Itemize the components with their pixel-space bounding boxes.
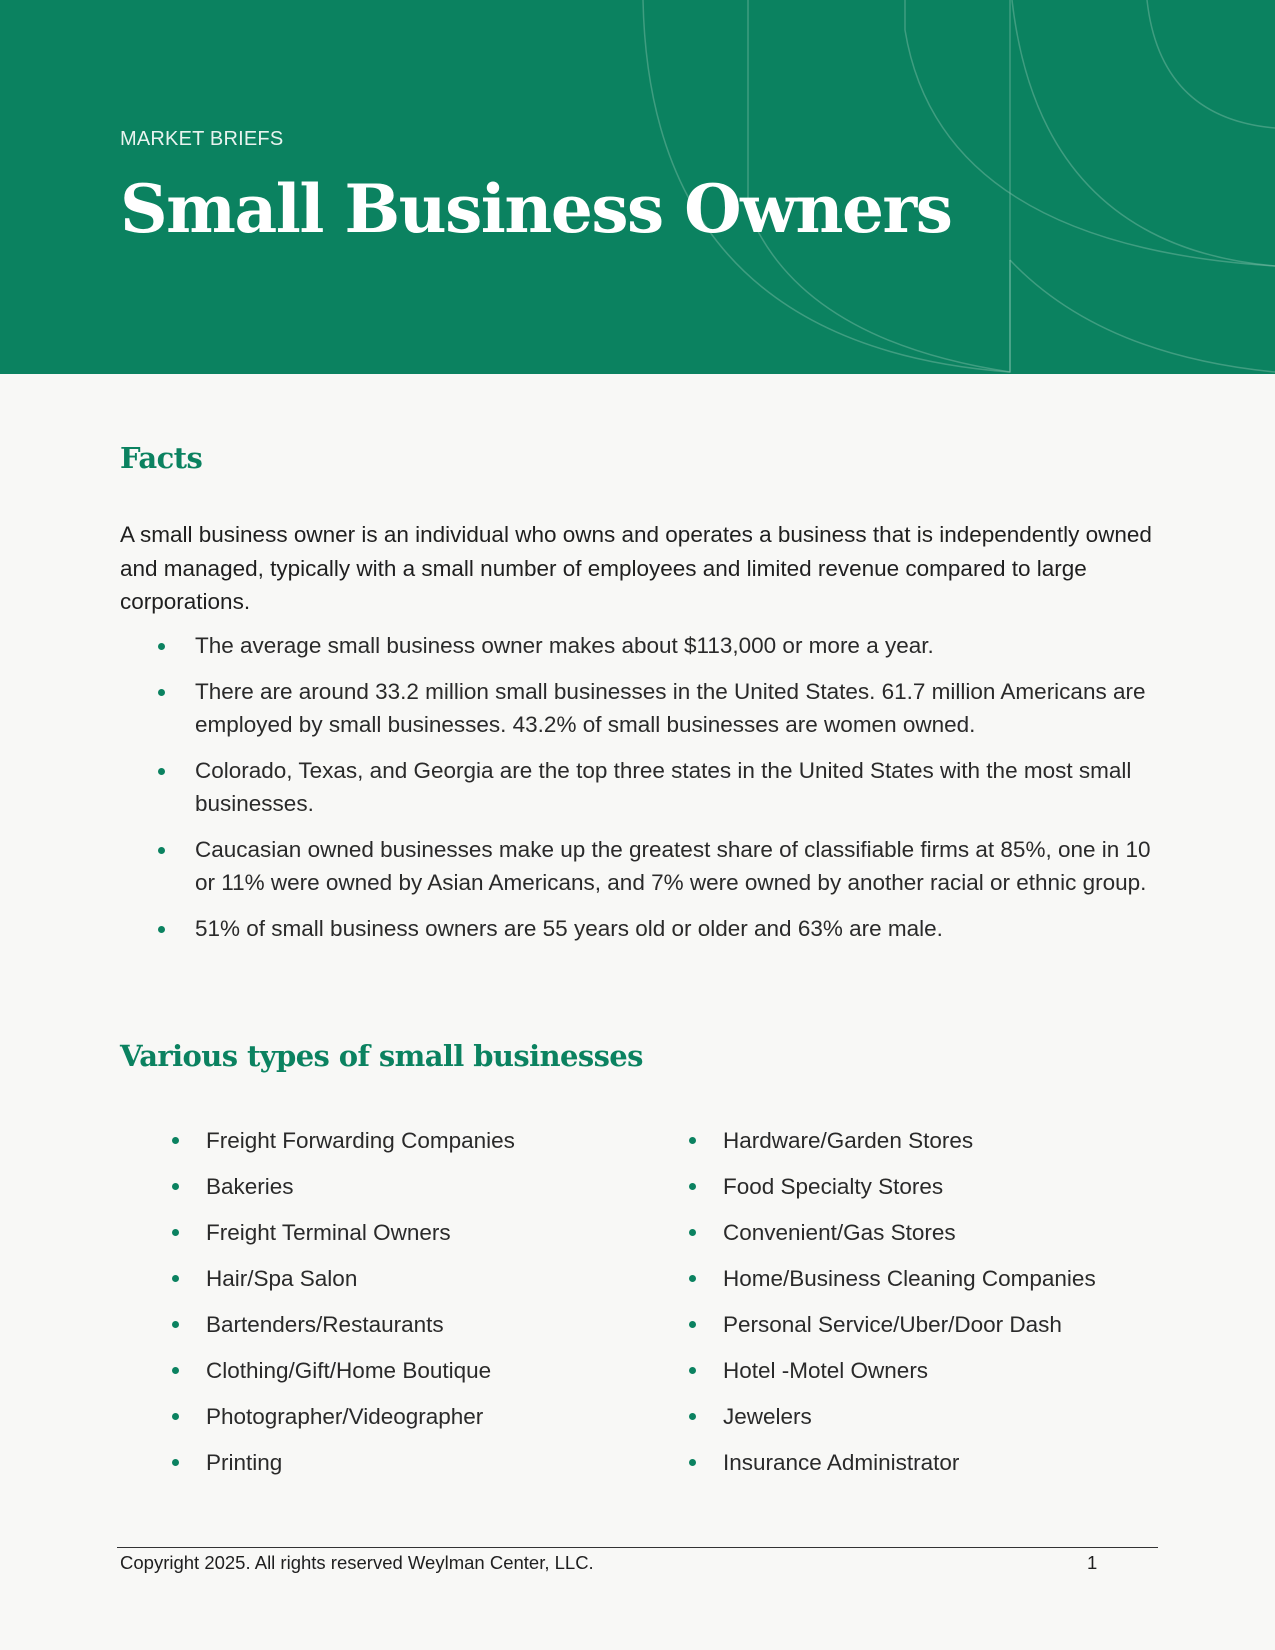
facts-intro-paragraph: A small business owner is an individual who owns and operates a business that is independently owned and managed, typically with a small number of employees and limited revenue compared to large corporations.	[120, 522, 1152, 614]
page-header	[0, 0, 1275, 374]
types-heading: Various types of small businesses	[120, 1039, 643, 1073]
types-item-text: Bakeries	[206, 1174, 294, 1199]
bullet-icon	[689, 1367, 696, 1374]
types-list-item	[687, 1352, 1096, 1398]
bullet-icon	[158, 643, 165, 650]
types-list-item	[170, 1306, 515, 1352]
types-list-left	[170, 1122, 515, 1490]
facts-item-text: There are around 33.2 million small businesses in the United States. 61.7 million Americans are employed by small businesses. 43.2% of small businesses are women owned.	[195, 678, 1146, 737]
types-list-item	[170, 1398, 515, 1444]
types-item-text: Hardware/Garden Stores	[723, 1128, 974, 1153]
types-list-item	[687, 1168, 1096, 1214]
types-item-text: Hair/Spa Salon	[206, 1266, 358, 1291]
bullet-icon	[689, 1275, 696, 1282]
facts-list-item	[150, 675, 1160, 742]
types-item-text: Personal Service/Uber/Door Dash	[723, 1312, 1062, 1337]
bullet-icon	[158, 847, 165, 854]
types-list-item	[170, 1214, 515, 1260]
facts-list-item	[150, 629, 1160, 663]
facts-list-item	[150, 833, 1160, 900]
types-item-text: Freight Forwarding Companies	[206, 1128, 515, 1153]
facts-list-item	[150, 912, 1160, 946]
types-item-text: Hotel -Motel Owners	[723, 1358, 929, 1383]
types-list-item	[170, 1352, 515, 1398]
facts-item-text: Caucasian owned businesses make up the greatest share of classifiable firms at 85%, one in 10 or 11% were owned by Asian Americans, and 7% were owned by another racial or ethnic group.	[195, 836, 1151, 895]
bullet-icon	[689, 1413, 696, 1420]
types-item-text: Jewelers	[723, 1404, 812, 1429]
bullet-icon	[689, 1321, 696, 1328]
bullet-icon	[172, 1459, 179, 1466]
bullet-icon	[158, 926, 165, 933]
footer-divider	[117, 1547, 1158, 1548]
bullet-icon	[689, 1137, 696, 1144]
bullet-icon	[172, 1275, 179, 1282]
bullet-icon	[689, 1183, 696, 1190]
types-item-text: Insurance Administrator	[723, 1450, 960, 1475]
facts-list-item	[150, 754, 1160, 821]
page-number: 1	[1087, 1552, 1098, 1573]
facts-item-text: 51% of small business owners are 55 years old or older and 63% are male.	[195, 915, 943, 941]
facts-item-text: Colorado, Texas, and Georgia are the top three states in the United States with the most small businesses.	[195, 757, 1132, 816]
bullet-icon	[158, 768, 165, 775]
types-item-text: Clothing/Gift/Home Boutique	[206, 1358, 492, 1383]
types-item-text: Bartenders/Restaurants	[206, 1312, 444, 1337]
bullet-icon	[158, 689, 165, 696]
bullet-icon	[172, 1183, 179, 1190]
footer-copyright: Copyright 2025. All rights reserved Weylman Center, LLC.	[120, 1552, 594, 1573]
bullet-icon	[172, 1367, 179, 1374]
types-list-item	[687, 1214, 1096, 1260]
bullet-icon	[172, 1229, 179, 1236]
types-list-item	[170, 1444, 515, 1490]
bullet-icon	[172, 1413, 179, 1420]
bullet-icon	[172, 1137, 179, 1144]
bullet-icon	[172, 1321, 179, 1328]
types-item-text: Printing	[206, 1450, 283, 1475]
header-eyebrow: MARKET BRIEFS	[120, 128, 284, 150]
types-list-item	[170, 1122, 515, 1168]
types-item-text: Food Specialty Stores	[723, 1174, 944, 1199]
types-list-item	[687, 1306, 1096, 1352]
types-item-text: Photographer/Videographer	[206, 1404, 484, 1429]
types-list-item	[170, 1168, 515, 1214]
types-item-text: Home/Business Cleaning Companies	[723, 1266, 1096, 1291]
facts-list	[150, 629, 1160, 957]
facts-heading: Facts	[120, 441, 203, 475]
types-list-item	[170, 1260, 515, 1306]
types-list-item	[687, 1122, 1096, 1168]
page-title: Small Business Owners	[120, 170, 952, 248]
types-list-item	[687, 1260, 1096, 1306]
bullet-icon	[689, 1459, 696, 1466]
types-item-text: Freight Terminal Owners	[206, 1220, 451, 1245]
types-list-item	[687, 1444, 1096, 1490]
types-list-item	[687, 1398, 1096, 1444]
types-list-right	[687, 1122, 1096, 1490]
bullet-icon	[689, 1229, 696, 1236]
facts-item-text: The average small business owner makes about $113,000 or more a year.	[195, 633, 934, 658]
types-item-text: Convenient/Gas Stores	[723, 1220, 956, 1245]
